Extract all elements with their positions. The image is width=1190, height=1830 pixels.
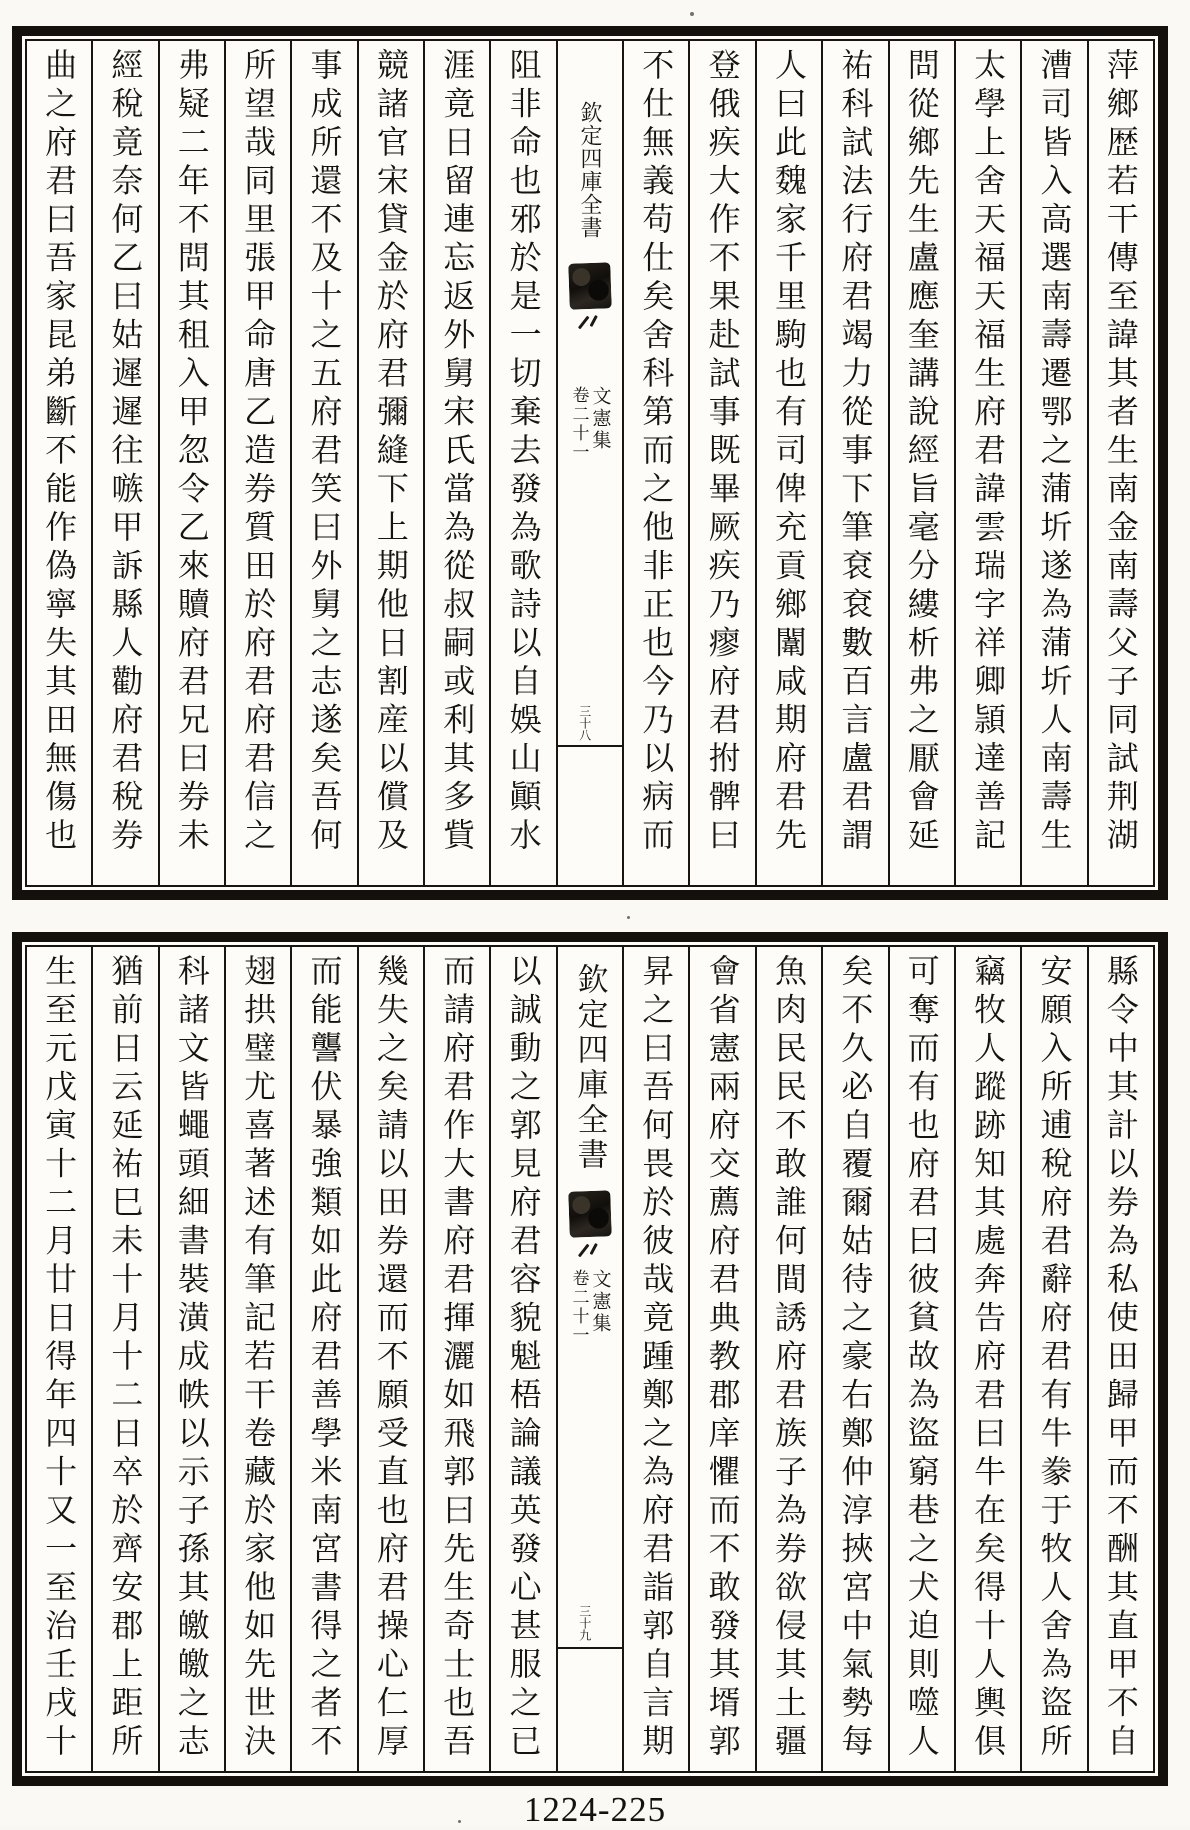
column-text: 而請府君作大書府君揮灑如飛郭曰先生奇士也吾 <box>439 954 476 1763</box>
lower-column-grid <box>25 945 1155 1773</box>
text-column <box>823 947 889 1771</box>
column-text: 祐科試法行府君竭力從事下筆袞袞數百言盧君謂 <box>837 48 874 857</box>
text-column <box>757 947 823 1771</box>
text-column <box>823 41 889 885</box>
text-column <box>491 41 557 885</box>
folio-rule <box>558 1647 622 1649</box>
text-column <box>292 41 358 885</box>
text-column <box>292 947 358 1771</box>
column-text: 曲之府君曰吾家昆弟斷不能作偽寧失其田無傷也 <box>41 48 78 857</box>
text-column <box>1089 947 1153 1771</box>
column-text: 而能讋伏暴強類如此府君善學米南宮書得之者不 <box>306 954 343 1763</box>
column-text: 太學上舍天福天福生府君諱雲瑞字祥卿頴達善記 <box>970 48 1007 857</box>
text-column <box>359 41 425 885</box>
siku-title: 欽定四庫全書 <box>572 963 608 1173</box>
column-text: 問從鄉先生盧應奎講說經旨毫分縷析弗之厭會延 <box>903 48 940 857</box>
scan-speck <box>627 916 630 919</box>
text-column <box>956 947 1022 1771</box>
book-and-juan <box>570 1269 609 1345</box>
text-column <box>93 41 159 885</box>
column-text: 弗疑二年不問其租入甲忽令乙來贖府君兄曰券未 <box>173 48 210 857</box>
plate-number: 1224-225 <box>523 1790 667 1829</box>
column-text: 事成所還不及十之五府君笑曰外舅之志遂矣吾何 <box>306 48 343 857</box>
text-column <box>226 41 292 885</box>
column-text: 竊牧人蹤跡知其處奔告府君曰牛在矣得十人輿俱 <box>970 954 1007 1763</box>
column-text: 可奪而有也府君曰彼貧故為盜窮巷之犬迫則噬人 <box>903 954 940 1763</box>
text-column <box>27 41 93 885</box>
column-text: 安願入所逋稅府君辭府君有牛豢于牧人舍為盜所 <box>1036 954 1073 1763</box>
text-column <box>93 947 159 1771</box>
text-column <box>359 947 425 1771</box>
juan-label: 卷二十一 <box>569 386 589 462</box>
column-text: 矣不久必自覆爾姑待之豪右鄭仲淳挾宮中氣勢每 <box>837 954 874 1763</box>
folio-number: 三十八 <box>577 705 592 741</box>
column-text: 經稅竟奈何乙曰姑遲遲往嗾甲訴縣人勸府君稅券 <box>107 48 144 857</box>
text-column <box>425 41 491 885</box>
column-text: 不仕無義苟仕矣舍科第而之他非正也今乃以病而 <box>638 48 675 857</box>
text-column <box>890 947 956 1771</box>
column-text: 漕司皆入高選南壽遷鄂之蒲圻遂為蒲圻人南壽生 <box>1036 48 1073 857</box>
text-column <box>27 947 93 1771</box>
siku-title: 欽定四庫全書 <box>577 101 603 239</box>
column-text: 萍鄉歴若干傳至諱其者生南金南壽父子同試荆湖 <box>1102 48 1139 857</box>
column-text: 生至元戊寅十二月廿日得年四十又一至治壬戌十 <box>41 954 78 1763</box>
text-column <box>226 947 292 1771</box>
text-column <box>1089 41 1153 885</box>
center-title-column <box>558 41 624 885</box>
text-column <box>491 947 557 1771</box>
seal-stamp-icon <box>568 262 612 309</box>
book-title: 文憲集 <box>589 1269 611 1335</box>
text-column <box>690 947 756 1771</box>
seal-tick-marks <box>582 1243 595 1258</box>
seal-stamp-icon <box>568 1190 612 1237</box>
scan-speck <box>458 1820 461 1823</box>
seal-tick-marks <box>582 315 595 330</box>
text-column <box>890 41 956 885</box>
text-column <box>757 41 823 885</box>
text-column <box>160 41 226 885</box>
column-text: 會省憲兩府交薦府君典教郡庠懼而不敢發其壻郭 <box>704 954 741 1763</box>
column-text: 縣令中其計以券為私使田歸甲而不酬其直甲不自 <box>1102 954 1139 1763</box>
column-text: 以誠動之郭見府君容貌魁梧論議英發心甚服之已 <box>505 954 542 1763</box>
book-title: 文憲集 <box>589 386 611 452</box>
column-text: 猶前日云延祐巳未十月十二日卒於齊安郡上距所 <box>107 954 144 1763</box>
upper-text-block <box>12 26 1168 900</box>
juan-label: 卷二十一 <box>569 1269 589 1345</box>
column-text: 翅拱璧尤喜著述有筆記若干卷藏於家他如先世決 <box>240 954 277 1763</box>
upper-column-grid <box>25 39 1155 887</box>
text-column <box>956 41 1022 885</box>
text-column <box>425 947 491 1771</box>
column-text: 人曰此魏家千里駒也有司俾充貢鄉闈咸期府君先 <box>771 48 808 857</box>
text-column <box>690 41 756 885</box>
text-column <box>160 947 226 1771</box>
folio-number: 三十九 <box>577 1605 592 1641</box>
text-column <box>624 41 690 885</box>
column-text: 幾失之矣請以田券還而不願受直也府君操心仁厚 <box>372 954 409 1763</box>
column-text: 登俄疾大作不果赴試事既畢厥疾乃瘳府君拊髀曰 <box>704 48 741 857</box>
column-text: 阻非命也邪於是一切棄去發為歌詩以自娛山顚水 <box>505 48 542 857</box>
text-column <box>624 947 690 1771</box>
column-text: 競諸官宋貸金於府君彌縫下上期他日割産以償及 <box>372 48 409 857</box>
column-text: 涯竟日留連忘返外舅宋氏當為從叔嗣或利其多貲 <box>439 48 476 857</box>
text-column <box>1022 947 1088 1771</box>
scan-speck <box>690 12 694 16</box>
column-text: 魚肉民民不敢誰何間誘府君族子為券欲侵其土疆 <box>771 954 808 1763</box>
center-title-column <box>558 947 624 1771</box>
lower-text-block <box>12 932 1168 1786</box>
text-column <box>1022 41 1088 885</box>
column-text: 昇之曰吾何畏於彼哉竟踵鄭之為府君詣郭自言期 <box>638 954 675 1763</box>
column-text: 所望哉同里張甲命唐乙造券質田於府君府君信之 <box>240 48 277 857</box>
column-text: 科諸文皆蠅頭細書裝潢成帙以示子孫其皦皦之志 <box>173 954 210 1763</box>
folio-rule <box>558 745 622 747</box>
book-and-juan <box>570 386 609 462</box>
